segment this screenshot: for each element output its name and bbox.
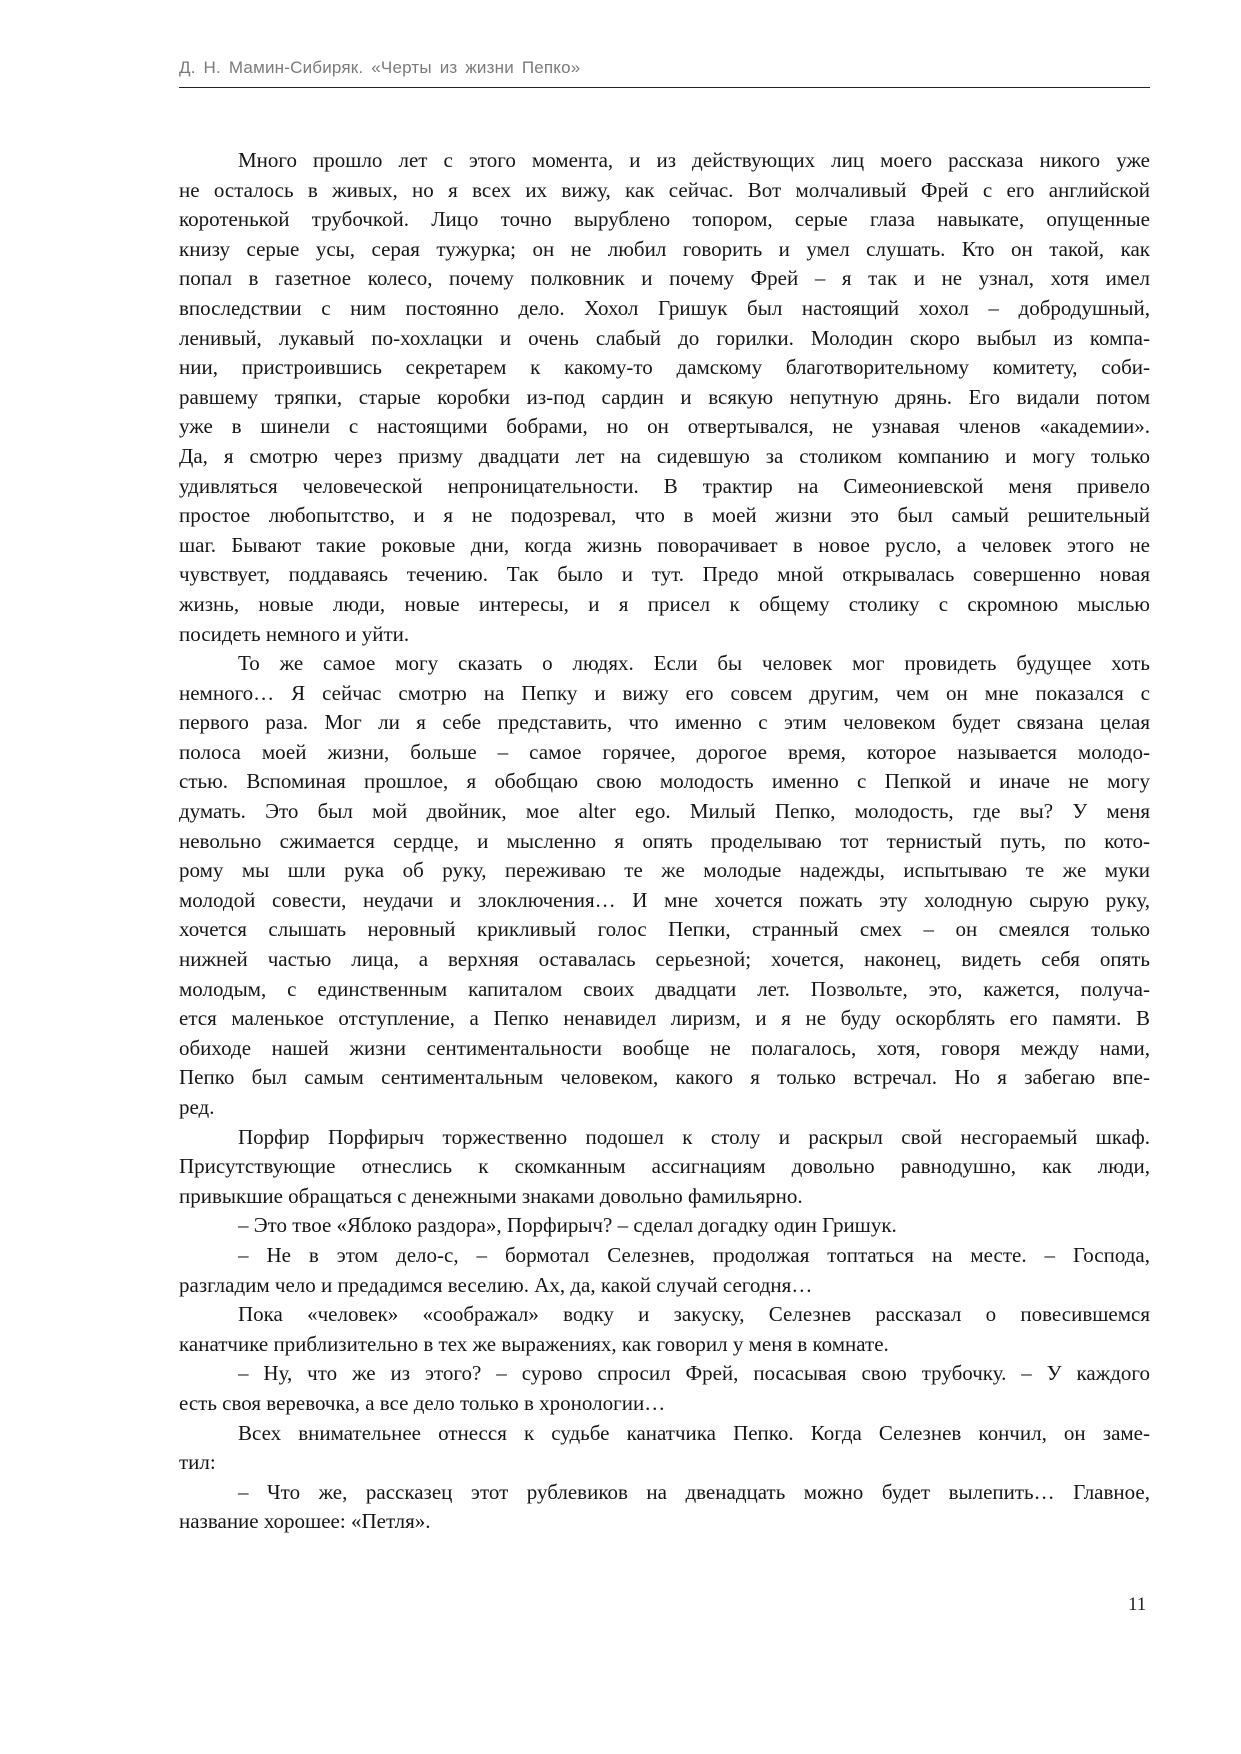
text-line: невольно сжимается сердце, и мысленно я опять проделываю тот тернистый путь, по кото- [179, 828, 1150, 853]
text-line: уже в шинели с настоящими бобрами, но он отвертывался, не узнавая членов «академии». [179, 414, 1150, 439]
text-line: привыкшие обращаться с денежными знаками довольно фамильярно. [179, 1183, 803, 1208]
text-line: простое любопытство, и я не подозревал, что в моей жизни это был самый решительный [179, 503, 1150, 528]
header-rule [179, 87, 1150, 88]
text-line: ред. [179, 1095, 215, 1119]
text-line: Порфир Порфирыч торжественно подошел к столу и раскрыл свой несгораемый шкаф. [238, 1124, 1150, 1149]
text-line: тил: [179, 1450, 216, 1475]
text-line: хочется слышать неровный крикливый голос Пепки, странный смех – он смеялся только [179, 917, 1150, 942]
paragraph [179, 146, 1150, 649]
text-line: не осталось в живых, но я всех их вижу, как сейчас. Вот молчаливый Фрей с его английской [179, 177, 1150, 202]
text-line: стью. Вспоминая прошлое, я обобщаю свою молодость именно с Пепкой и иначе не могу [179, 769, 1150, 794]
text-line: название хорошее: «Петля». [179, 1509, 431, 1534]
text-line: Пока «человек» «соображал» водку и закуску, Селезнев рассказал о повесившемся [238, 1302, 1150, 1327]
text-line: нижней частью лица, а верхняя оставалась серьезной; хочется, наконец, видеть себя опять [179, 947, 1150, 972]
text-line: чувствует, поддаваясь течению. Так было и тут. Предо мной открывалась совершенно новая [179, 562, 1150, 587]
paragraph [179, 1478, 1150, 1537]
paragraph [179, 1300, 1150, 1359]
text-line: молодой совести, неудачи и злоключения… И мне хочется пожать эту холодную сырую руку, [179, 887, 1150, 912]
text-line: канатчике приблизительно в тех же выражениях, как говорил у меня в комнате. [179, 1331, 889, 1356]
text-line: ленивый, лукавый по-хохлацки и очень слабый до горилки. Молодин скоро выбыл из компа- [179, 325, 1150, 350]
paragraph [179, 1419, 1150, 1478]
text-line: ется маленькое отступление, а Пепко ненавидел лиризм, и я не буду оскорблять его памяти. В [179, 1006, 1150, 1031]
paragraph [179, 649, 1150, 1123]
text-line: обиходе нашей жизни сентиментальности вообще не полагалось, хотя, говоря между нами, [179, 1035, 1150, 1060]
text-line: думать. Это был мой двойник, мое alter ego. Милый Пепко, молодость, где вы? У меня [179, 799, 1150, 824]
text-line: полоса моей жизни, больше – самое горячее, дорогое время, которое называется молодо- [179, 739, 1150, 764]
text-line: впоследствии с ним постоянно дело. Хохол Гришук был настоящий хохол – добродушный, [179, 295, 1150, 320]
text-line: Да, я смотрю через призму двадцати лет на сидевшую за столиком компанию и могу только [179, 443, 1150, 468]
text-line: – Не в этом дело-с, – бормотал Селезнев, продолжая топтаться на месте. – Господа, [238, 1242, 1150, 1267]
text-line: попал в газетное колесо, почему полковник и почему Фрей – я так и не узнал, хотя имел [179, 266, 1150, 291]
text-line: книзу серые усы, серая тужурка; он не любил говорить и умел слушать. Кто он такой, как [179, 236, 1150, 261]
running-header: Д. Н. Мамин-Сибиряк. «Черты из жизни Пепко» [179, 58, 581, 77]
paragraph [179, 1241, 1150, 1300]
text-line: Присутствующие отнеслись к скомканным ассигнациям довольно равнодушно, как люди, [179, 1154, 1150, 1179]
text-line: немного… Я сейчас смотрю на Пепку и вижу его совсем другим, чем он мне показался с [179, 680, 1150, 705]
text-line: Много прошло лет с этого момента, и из действующих лиц моего рассказа никого уже [238, 148, 1150, 172]
text-line: То же самое могу сказать о людях. Если бы человек мог провидеть будущее хоть [238, 651, 1150, 676]
page-number: 11 [1128, 1594, 1147, 1615]
text-line: – Ну, что же из этого? – сурово спросил Фрей, посасывая свою трубочку. – У каждого [238, 1361, 1150, 1386]
text-line: шаг. Бывают такие роковые дни, когда жизнь поворачивает в новое русло, а человек этого не [179, 532, 1150, 557]
text-line: жизнь, новые люди, новые интересы, и я присел к общему столику с скромною мыслью [179, 591, 1150, 616]
text-line: посидеть немного и уйти. [179, 621, 410, 646]
text-line: коротенькой трубочкой. Лицо точно вырублено топором, серые глаза навыкате, опущенные [179, 207, 1150, 232]
text-line: равшему тряпки, старые коробки из-под сардин и всякую непутную дрянь. Его видали потом [179, 384, 1150, 409]
text-line: есть своя веревочка, а все дело только в хронологии… [179, 1390, 666, 1415]
paragraph [179, 1123, 1150, 1212]
text-line: – Это твое «Яблоко раздора», Порфирыч? – сделал догадку один Гришук. [238, 1213, 897, 1238]
text-line: – Что же, рассказец этот рублевиков на двенадцать можно будет вылепить… Главное, [238, 1479, 1150, 1504]
paragraph [179, 1211, 1150, 1241]
text-line: первого раза. Мог ли я себе представить, что именно с этим человеком будет связана целая [179, 710, 1150, 735]
text-line: Пепко был самым сентиментальным человеком, какого я только встречал. Но я забегаю впе- [179, 1065, 1150, 1090]
body-text [179, 146, 1150, 1537]
paragraph [179, 1359, 1150, 1418]
text-line: нии, пристроившись секретарем к какому-то дамскому благотворительному комитету, соби- [179, 355, 1150, 380]
text-line: рому мы шли рука об руку, переживаю те же молодые надежды, испытываю те же муки [179, 858, 1150, 883]
text-line: Всех внимательнее отнесся к судьбе канатчика Пепко. Когда Селезнев кончил, он заме- [238, 1420, 1150, 1445]
text-line: разгладим чело и предадимся веселию. Ах, да, какой случай сегодня… [179, 1272, 813, 1297]
text-line: молодым, с единственным капиталом своих двадцати лет. Позвольте, это, кажется, получа- [179, 976, 1150, 1001]
text-line: удивляться человеческой непроницательности. В трактир на Симеониевской меня привело [179, 473, 1150, 498]
